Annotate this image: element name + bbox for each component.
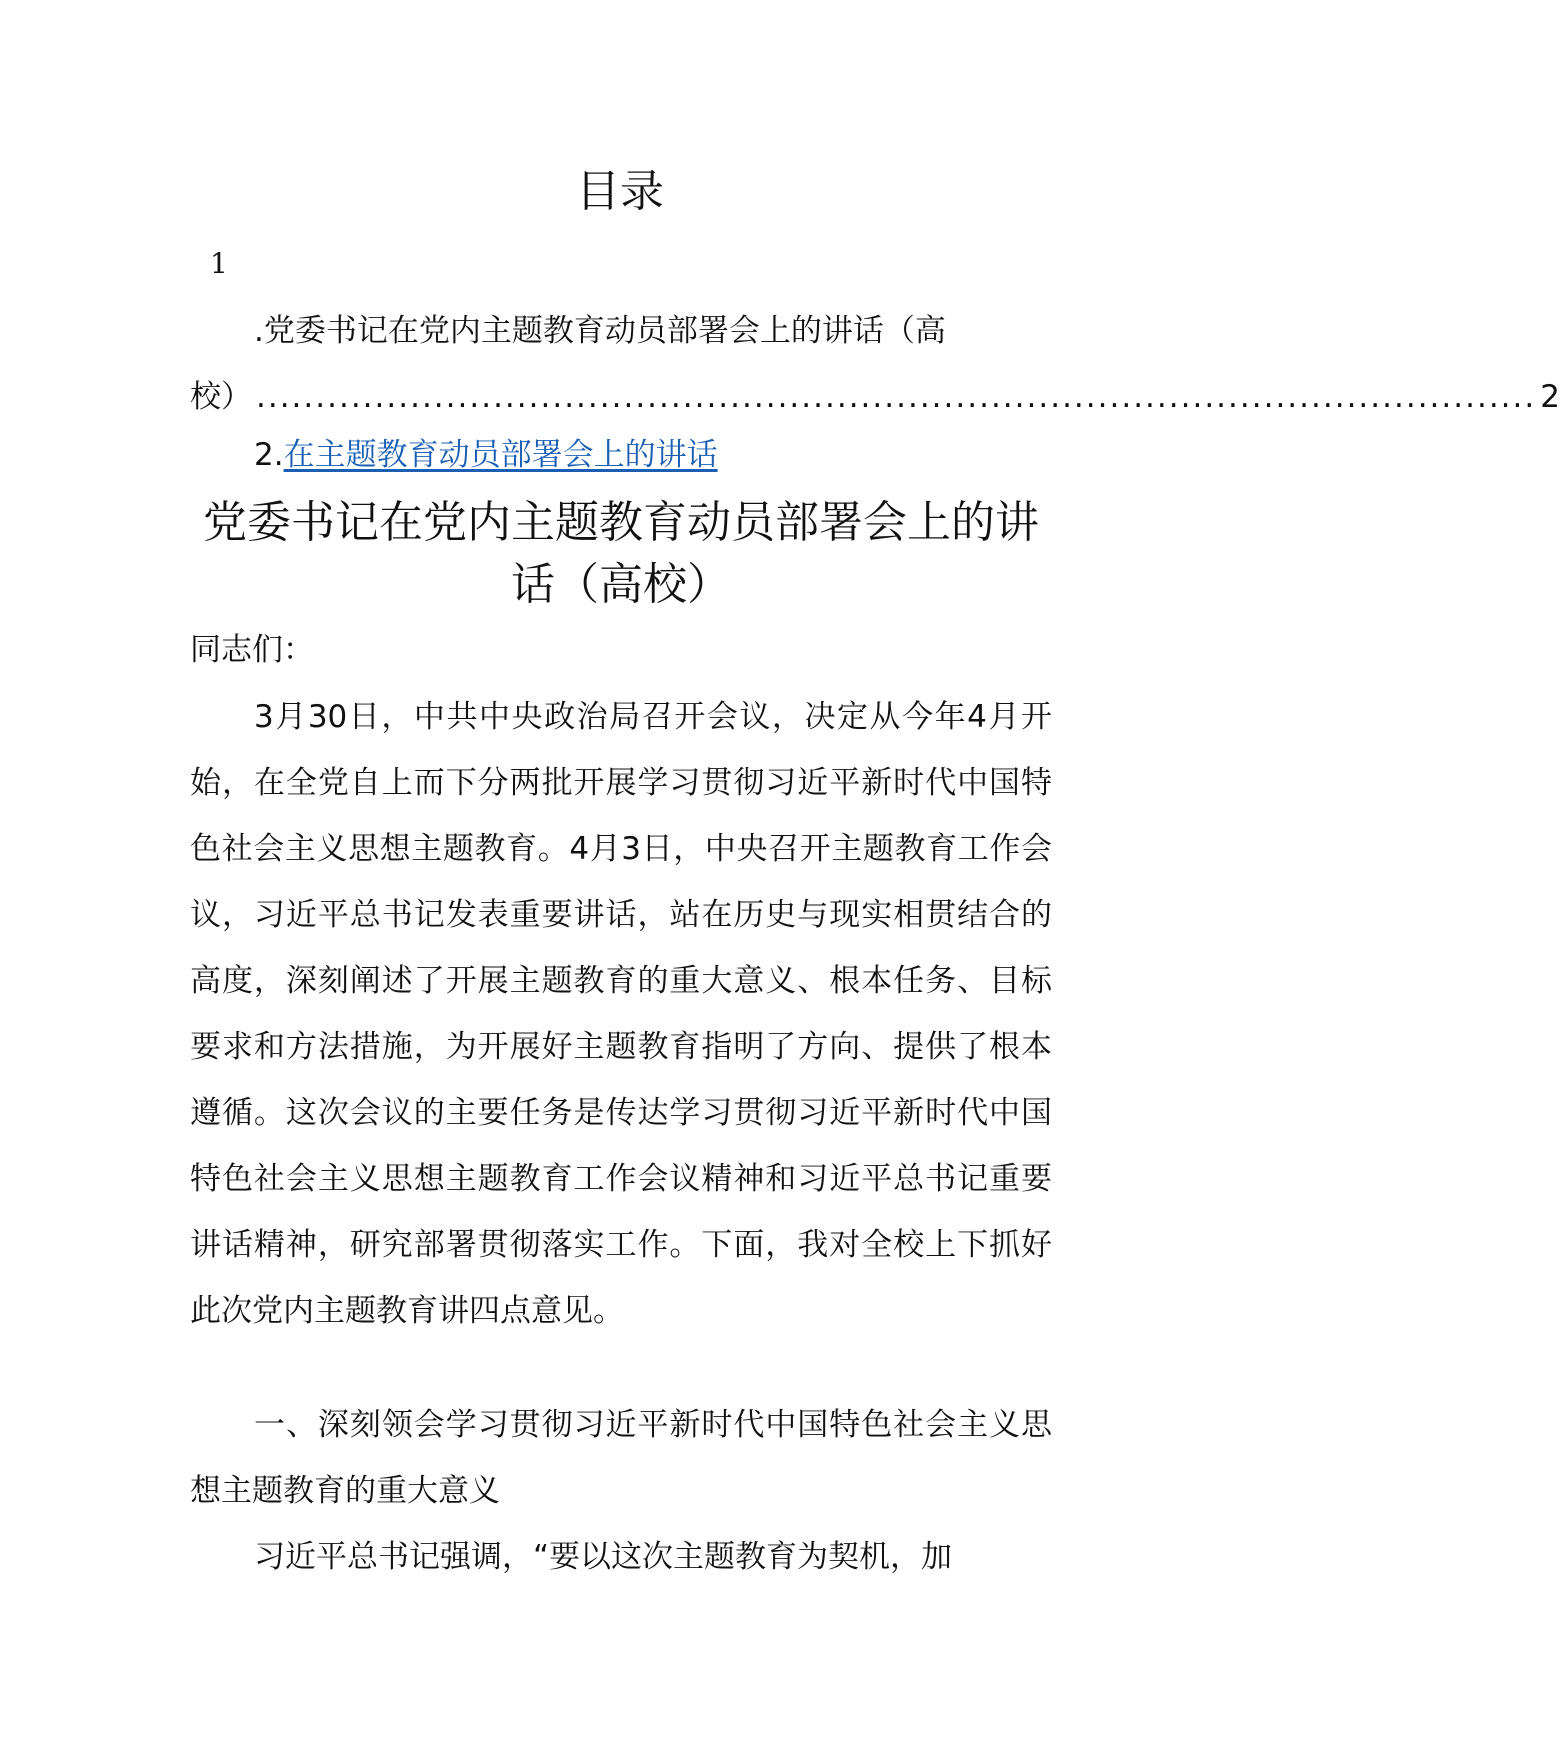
body-paragraph-1: 3月30日，中共中央政治局召开会议，决定从今年4月开始，在全党自上而下分两批开展学习贯彻习近平新时代中国特色社会主义思想主题教育。4月3日，中央召开主题教育工作会议，习近平总书记发表重要讲话，站在历史与现实相贯结合的高度，深刻阐述了开展主题教育的重大意义、根本任务、目标要求和方法措施，为开展好主题教育指明了方向、提供了根本遵循。这次会议的主要任务是传达学习贯彻习近平新时代中国特色社会主义思想主题教育工作会议精神和习近平总书记重要讲话精神，研究部署贯彻落实工作。下面，我对全校上下抓好此次党内主题教育讲四点意见。 (190, 699, 1052, 1329)
body-paragraph-2: 习近平总书记强调，“要以这次主题教育为契机，加 (254, 1539, 953, 1575)
toc-entry-1-line1: .党委书记在党内主题教育动员部署会上的讲话（高 (254, 313, 946, 349)
toc-entry-1-page: 2 (1540, 379, 1560, 415)
toc-entry-2 (254, 430, 718, 480)
toc-title: 目录 (576, 166, 664, 217)
document-heading: 党委书记在党内主题教育动员部署会上的讲话（高校） (203, 497, 1039, 610)
toc-entry-1-line2-text: 校） (190, 379, 252, 415)
section-heading-1: 一、深刻领会学习贯彻习近平新时代中国特色社会主义思想主题教育的重大意义 (190, 1407, 1052, 1509)
toc-leader-dots: ............................................................................................................ (256, 379, 1537, 415)
toc-entry-1-line2 (190, 364, 1560, 430)
toc-number: 1 (210, 247, 228, 280)
toc-entry-2-link[interactable]: 在主题教育动员部署会上的讲话 (283, 437, 718, 473)
toc-entry-1[interactable] (190, 298, 1560, 430)
toc-entry-2-prefix: 2. (254, 437, 284, 473)
salutation: 同志们： (190, 632, 314, 668)
